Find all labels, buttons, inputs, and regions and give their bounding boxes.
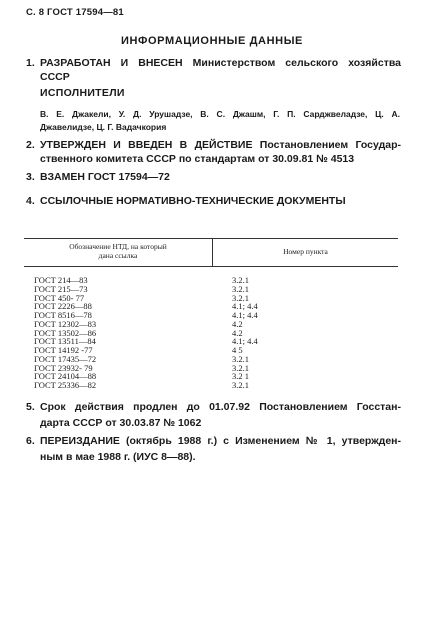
- section-number: 5.: [26, 401, 35, 413]
- reference-table: [24, 238, 398, 390]
- section-text-line: ВЗАМЕН ГОСТ 17594—72: [40, 171, 170, 183]
- section-5: [26, 399, 401, 431]
- table-cell-document: ГОСТ 12302—83: [34, 318, 97, 329]
- table-cell-clause: 4 5: [232, 345, 243, 355]
- table-cell-document: ГОСТ 23932- 79: [34, 362, 93, 373]
- page-header: С. 8 ГОСТ 17594—81: [26, 7, 124, 18]
- section-text-line: Срок действия продлен до 01.07.92 Постановлением Госстан-: [40, 401, 401, 413]
- section-text-line: ПЕРЕИЗДАНИЕ (октябрь 1988 г.) с Изменением № 1, утвержден-: [40, 435, 401, 447]
- table-cell-document: ГОСТ 17435—72: [34, 353, 97, 364]
- table-cell-clause: 3.2.1: [232, 292, 249, 303]
- table-cell-document: ГОСТ 14192 -77: [34, 345, 93, 355]
- table-cell-document: ГОСТ 2226—88: [34, 301, 92, 312]
- table-cell-document: ГОСТ 214—83: [34, 275, 88, 285]
- performers-list: [40, 108, 400, 134]
- table-header-clause: Номер пункта: [283, 247, 328, 256]
- section-number: 2.: [26, 139, 35, 151]
- section-text-line: ным в мае 1988 г. (ИУС 8—88).: [40, 451, 196, 463]
- table-cell-clause: 3.2.1: [232, 283, 249, 294]
- section-6: [26, 433, 401, 465]
- table-cell-document: ГОСТ 13511—84: [34, 336, 96, 347]
- section-3: [26, 170, 401, 184]
- section-text-line: ССЫЛОЧНЫЕ НОРМАТИВНО-ТЕХНИЧЕСКИЕ ДОКУМЕНТЫ: [40, 195, 346, 207]
- table-cell-clause: 4.1; 4.4: [232, 336, 258, 347]
- table-cell-document: ГОСТ 25336—82: [34, 380, 97, 390]
- page-title: ИНФОРМАЦИОННЫЕ ДАННЫЕ: [120, 35, 303, 47]
- section-4: [26, 194, 401, 208]
- table-cell-clause: 3.2.1: [232, 362, 249, 373]
- table-cell-document: ГОСТ 450- 77: [34, 292, 85, 303]
- table-cell-clause: 4.1; 4.4: [232, 301, 258, 312]
- section-number: 4.: [26, 195, 35, 207]
- table-cell-clause: 3.2.1: [232, 353, 249, 364]
- section-text-line: РАЗРАБОТАН И ВНЕСЕН Министерством сельского хозяйства: [40, 57, 401, 69]
- table-cell-clause: 4.1; 4.4: [232, 310, 258, 320]
- performers-heading: ИСПОЛНИТЕЛИ: [40, 87, 125, 99]
- table-cell-document: ГОСТ 24104—88: [34, 371, 97, 382]
- table-top-rule: [24, 238, 398, 239]
- table-cell-clause: 4.2: [232, 318, 243, 329]
- section-number: 6.: [26, 435, 35, 447]
- section-text-line: ственного комитета СССР по стандартам от 30.09.81 № 4513: [40, 153, 355, 165]
- table-cell-clause: 3.2 1: [232, 371, 249, 382]
- table-cell-document: ГОСТ 8516—78: [34, 310, 92, 320]
- section-number: 3.: [26, 171, 35, 183]
- performers-line: В. Е. Джакели, У. Д. Урушадзе, В. С. Джашм, Г. П. Сарджвеладзе, Ц. А.: [40, 109, 400, 119]
- section-text-line: дарта СССР от 30.03.87 № 1062: [40, 417, 202, 429]
- section-number: 1.: [26, 57, 35, 69]
- table-cell-document: ГОСТ 215—73: [34, 283, 88, 294]
- section-2: [26, 138, 401, 166]
- table-header-document: Обозначение НТД, на который дана ссылка: [69, 242, 167, 260]
- table-cell-document: ГОСТ 13502—86: [34, 327, 97, 338]
- section-text-line: УТВЕРЖДЕН И ВВЕДЕН В ДЕЙСТВИЕ Постановлением Государ-: [40, 139, 401, 151]
- section-1: [26, 56, 401, 84]
- table-header-rule: [24, 266, 398, 267]
- section-text-line: СССР: [40, 71, 70, 83]
- performers-line: Джавелидзе, Ц. Г. Вадачкория: [40, 122, 167, 132]
- table-cell-clause: 3.2.1: [232, 380, 249, 390]
- table-cell-clause: 4.2: [232, 327, 243, 338]
- table-cell-clause: 3.2.1: [232, 275, 249, 285]
